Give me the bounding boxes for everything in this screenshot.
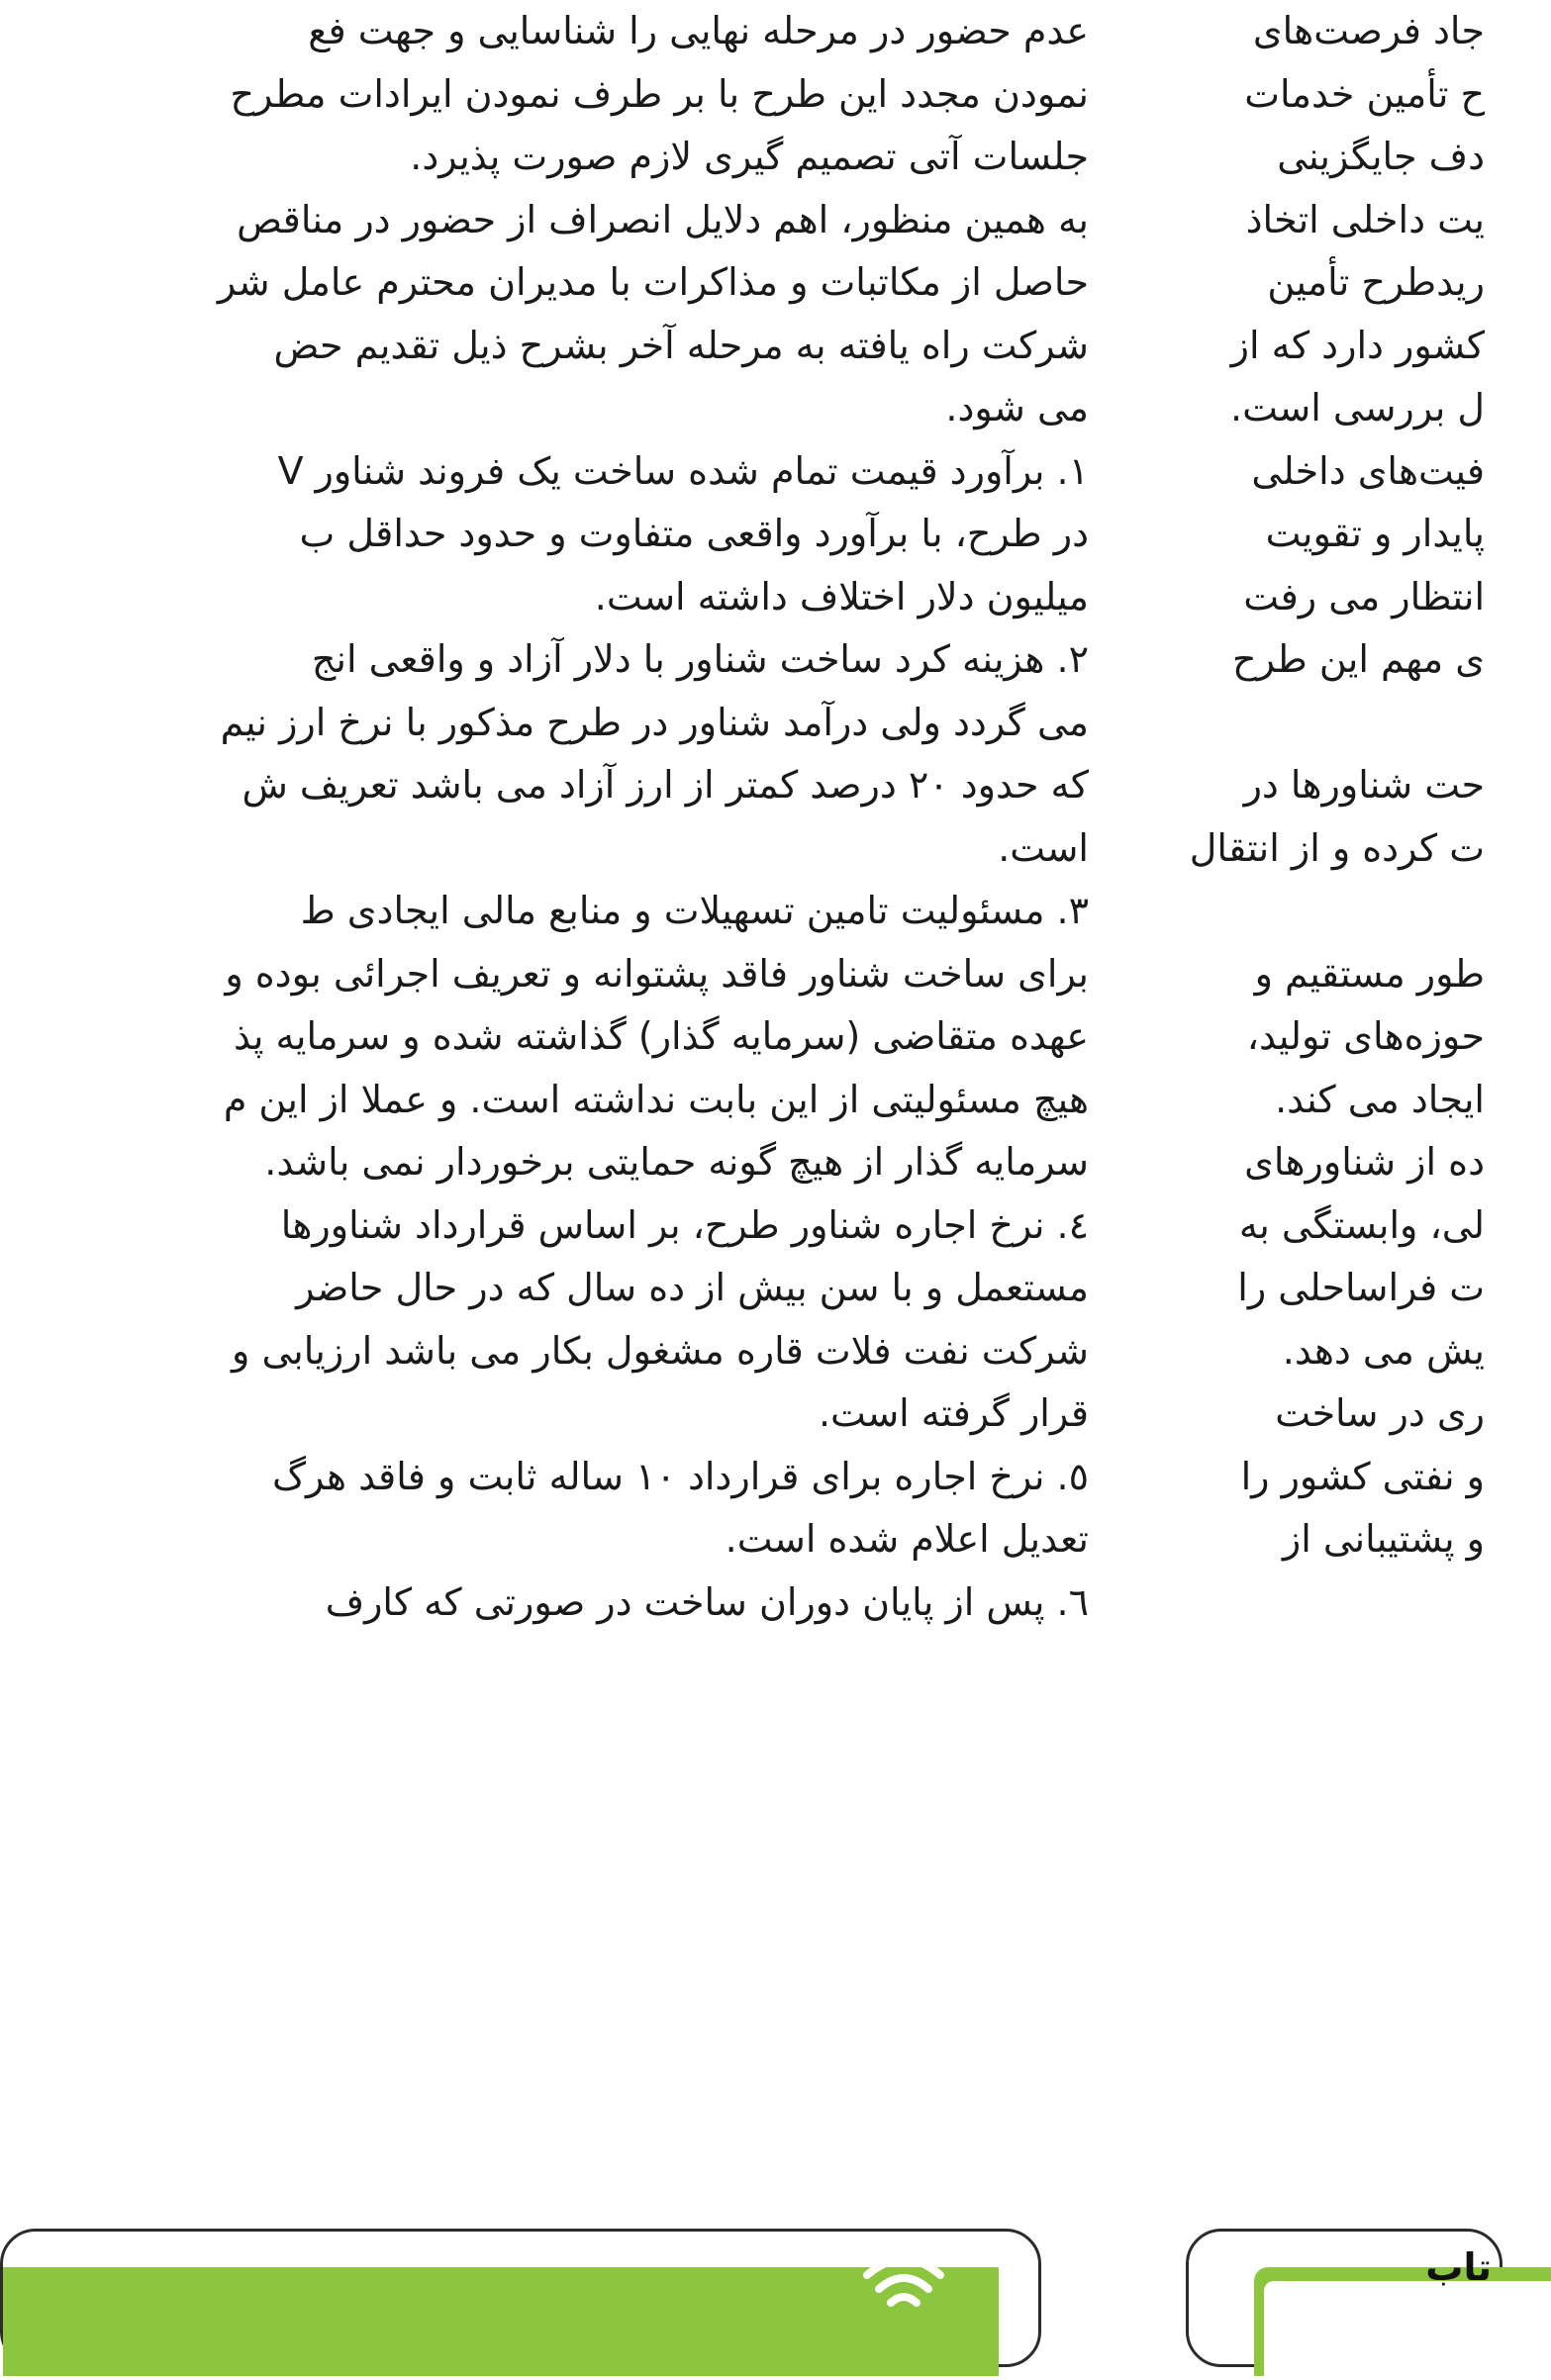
main-text-line: ۱. برآورد قیمت تمام شده ساخت یک فروند شناور V bbox=[277, 448, 1089, 493]
side-text-line: پایدار و تقویت bbox=[1265, 512, 1485, 555]
side-text-line: جاد فرصت‌های bbox=[1252, 9, 1485, 52]
side-text-line: یت داخلی اتخاذ bbox=[1245, 197, 1485, 241]
main-text-line: ۳. مسئولیت تامین تسهیلات و منابع مالی ایجادی ط bbox=[300, 889, 1089, 932]
main-text-line: ٤. نرخ اجاره شناور طرح، بر اساس قرارداد شناورها bbox=[280, 1202, 1089, 1247]
side-text-line bbox=[1174, 880, 1485, 943]
side-text-line: ح تأمین خدمات bbox=[1244, 71, 1485, 116]
side-text-line: و پشتیبانی از bbox=[1282, 1517, 1485, 1561]
main-text-line: تعدیل اعلام شده است. bbox=[725, 1517, 1089, 1561]
main-text-line: هیچ مسئولیتی از این بابت نداشته است. و عملا از این م bbox=[223, 1077, 1089, 1121]
side-text-line: لی، وابستگی به bbox=[1238, 1202, 1485, 1247]
side-text-line: یش می دهد. bbox=[1282, 1328, 1485, 1373]
main-text-line: می شود. bbox=[945, 386, 1089, 429]
main-text-line: به همین منظور، اهم دلایل انصراف از حضور در مناقص bbox=[237, 197, 1089, 241]
main-text-line: میلیون دلار اختلاف داشته است. bbox=[594, 574, 1089, 619]
main-text-line: عدم حضور در مرحله نهایی را شناسایی و جهت فع bbox=[308, 9, 1089, 52]
main-text-line: شرکت راه یافته به مرحله آخر بشرح ذیل تقدیم حض bbox=[273, 323, 1089, 367]
sidebar-tab bbox=[1254, 2267, 1551, 2376]
side-text-line: ت کرده و از انتقال bbox=[1189, 825, 1485, 870]
main-text-line: ٥. نرخ اجاره برای قرارداد ۱۰ ساله ثابت و فاقد هرگ bbox=[272, 1454, 1089, 1498]
side-text-line: ی مهم این طرح bbox=[1232, 637, 1485, 681]
main-text-line: قرار گرفته است. bbox=[818, 1391, 1089, 1435]
side-text-line bbox=[1174, 692, 1485, 755]
main-text-line: ٦. پس از پایان دوران ساخت در صورتی که کارف bbox=[325, 1579, 1089, 1624]
side-text-line: ریدطرح تأمین bbox=[1267, 260, 1485, 304]
side-text-line: حوزه‌های تولید، bbox=[1246, 1014, 1485, 1058]
wifi-icon bbox=[859, 2241, 948, 2321]
side-text-line: ده از شناورهای bbox=[1244, 1140, 1485, 1184]
banner-green-band bbox=[3, 2267, 999, 2376]
main-text-line: می گردد ولی درآمد شناور در طرح مذکور با نرخ ارز نیم bbox=[220, 700, 1089, 744]
side-text-line: ایجاد می کند. bbox=[1275, 1077, 1485, 1121]
side-text-line: حت شناورها در bbox=[1243, 763, 1485, 807]
side-text-line: ل بررسی است. bbox=[1230, 386, 1485, 429]
main-text-line: در طرح، با برآورد واقعی متفاوت و حدود حداقل ب bbox=[299, 512, 1089, 555]
side-text-line: فیت‌های داخلی bbox=[1251, 448, 1485, 493]
side-text-line: کشور دارد که از bbox=[1230, 323, 1485, 367]
main-text-line: است. bbox=[998, 825, 1089, 870]
main-text-line: عهده متقاضی (سرمایه گذار) گذاشته شده و سرمایه پذ bbox=[233, 1014, 1089, 1058]
side-text-line: انتظار می رفت bbox=[1243, 574, 1485, 619]
main-text-line: شرکت نفت فلات قاره مشغول بکار می باشد ارزیابی و bbox=[232, 1328, 1089, 1373]
sidebar-title: تاب bbox=[1425, 2245, 1492, 2289]
main-text-line: برای ساخت شناور فاقد پشتوانه و تعریف اجرائی بوده و bbox=[225, 951, 1089, 996]
main-text-line: جلسات آتی تصمیم گیری لازم صورت پذیرد. bbox=[410, 135, 1089, 178]
side-text-line: دف جایگزینی bbox=[1277, 135, 1485, 178]
main-text-line: مستعمل و با سن بیش از ده سال که در حال حاضر bbox=[296, 1266, 1089, 1309]
side-text-line: ت فراساحلی را bbox=[1237, 1266, 1485, 1309]
main-text-line: که حدود ۲۰ درصد کمتر از ارز آزاد می باشد تعریف ش bbox=[242, 763, 1089, 807]
side-text-line: و نفتی کشور را bbox=[1240, 1454, 1485, 1498]
main-text-line: ۲. هزینه کرد ساخت شناور با دلار آزاد و واقعی انج bbox=[311, 637, 1089, 681]
side-text-line: ری در ساخت bbox=[1275, 1391, 1485, 1435]
main-text-line: نمودن مجدد این طرح با بر طرف نمودن ایرادات مطرح bbox=[230, 71, 1089, 116]
main-text-line: سرمایه گذار از هیچ گونه حمایتی برخوردار نمی باشد. bbox=[264, 1140, 1089, 1184]
side-text-line: طور مستقیم و bbox=[1254, 951, 1485, 996]
article-column-main bbox=[0, 0, 1089, 1634]
bottom-banner-box bbox=[0, 2229, 1041, 2367]
article-column-side bbox=[1174, 0, 1485, 1571]
sidebar-box bbox=[1186, 2229, 1503, 2367]
main-text-line: حاصل از مکاتبات و مذاکرات با مدیران محترم عامل شر bbox=[217, 260, 1089, 304]
